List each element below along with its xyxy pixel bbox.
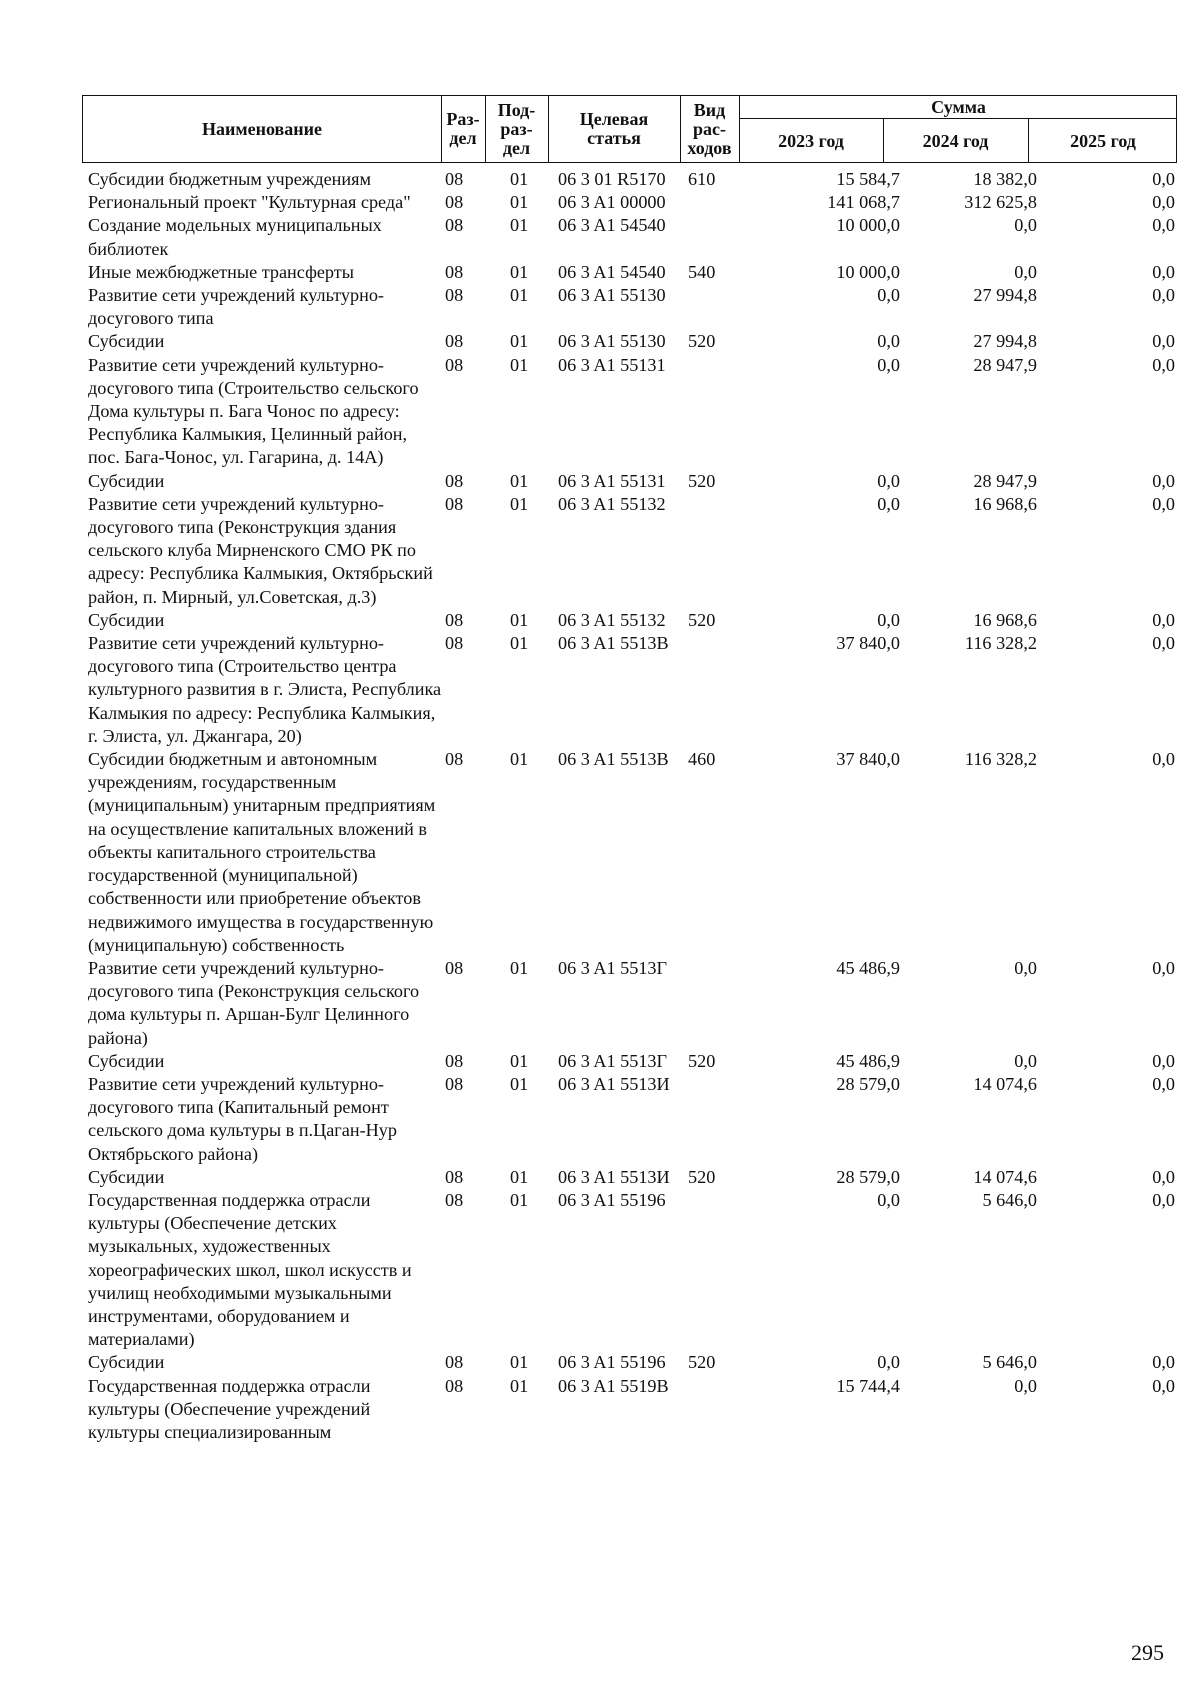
row-sum-2023: 0,0 <box>877 285 900 306</box>
row-sum-2024: 116 328,2 <box>964 633 1037 654</box>
row-celevaya: 06 3 A1 55196 <box>558 1189 666 1210</box>
row-sum-2025: 0,0 <box>1152 331 1175 352</box>
row-sum-2024: 18 382,0 <box>973 169 1037 189</box>
row-celevaya: 06 3 A1 5513Г <box>558 1050 668 1071</box>
row-razdel: 08 <box>445 470 464 491</box>
row-sum-2023: 0,0 <box>877 609 900 630</box>
row-sum-2023: 0,0 <box>877 1352 900 1373</box>
row-name: Государственная поддержка отрасли культуры (Обеспечение детских музыкальных, художественных хореографических школ, школ искусств и училищ необходимыми музыкальными инструментами, оборудованием и материалами) <box>88 1189 412 1350</box>
row-sum-2025: 0,0 <box>1152 749 1175 770</box>
row-razdel: 08 <box>445 354 464 375</box>
row-razdel: 08 <box>445 749 464 770</box>
row-vid: 610 <box>688 169 716 189</box>
row-sum-2023: 45 486,9 <box>836 957 900 978</box>
table-body <box>88 168 1178 1444</box>
row-sum-2024: 14 074,6 <box>973 1166 1037 1187</box>
row-sum-2023: 10 000,0 <box>836 215 900 236</box>
row-razdel: 08 <box>445 285 464 306</box>
row-sum-2024: 0,0 <box>1014 1050 1037 1071</box>
row-celevaya: 06 3 A1 5519B <box>558 1375 669 1396</box>
row-name: Субсидии бюджетным и автономным учреждениям, государственным (муниципальным) унитарным предприятиям на осуществление капитальных вложений в объекты капитального строительства государственной (муниципальной) собственности или приобретение объектов недвижимого имущества в государственную (муниципальную) собственность <box>88 749 436 955</box>
row-razdel: 08 <box>445 1073 464 1094</box>
row-sum-2025: 0,0 <box>1152 1050 1175 1071</box>
row-podrazdel: 01 <box>510 609 529 630</box>
row-sum-2023: 45 486,9 <box>836 1050 900 1071</box>
row-podrazdel: 01 <box>510 169 529 189</box>
row-podrazdel: 01 <box>510 1166 529 1187</box>
row-celevaya: 06 3 A1 55130 <box>558 285 666 306</box>
row-name: Развитие сети учреждений культурно-досугового типа (Реконструкция сельского дома культуры п. Аршан-Булг Целинного района) <box>88 957 420 1048</box>
row-razdel: 08 <box>445 1050 464 1071</box>
row-razdel: 08 <box>445 1189 464 1210</box>
row-celevaya: 06 3 A1 55132 <box>558 493 666 514</box>
row-podrazdel: 01 <box>510 957 529 978</box>
row-sum-2023: 0,0 <box>877 354 900 375</box>
table-row <box>88 632 1178 748</box>
row-razdel: 08 <box>445 493 464 514</box>
row-razdel: 08 <box>445 633 464 654</box>
row-podrazdel: 01 <box>510 1073 529 1094</box>
row-name: Государственная поддержка отрасли культуры (Обеспечение учреждений культуры специализированным <box>88 1375 371 1442</box>
row-celevaya: 06 3 A1 55196 <box>558 1352 666 1373</box>
table-row <box>88 330 1178 353</box>
row-sum-2024: 0,0 <box>1014 957 1037 978</box>
row-vid: 520 <box>688 470 716 491</box>
row-name: Создание модельных муниципальных библиотек <box>88 215 382 259</box>
row-name: Субсидии <box>88 609 165 630</box>
row-name: Развитие сети учреждений культурно-досугового типа <box>88 285 384 329</box>
row-sum-2025: 0,0 <box>1152 493 1175 514</box>
row-sum-2024: 14 074,6 <box>973 1073 1037 1094</box>
row-podrazdel: 01 <box>510 1352 529 1373</box>
row-vid: 520 <box>688 609 716 630</box>
row-podrazdel: 01 <box>510 749 529 770</box>
row-razdel: 08 <box>445 1166 464 1187</box>
row-vid: 520 <box>688 1050 716 1071</box>
row-sum-2024: 28 947,9 <box>973 354 1037 375</box>
row-sum-2025: 0,0 <box>1152 354 1175 375</box>
row-sum-2024: 0,0 <box>1014 261 1037 282</box>
row-sum-2025: 0,0 <box>1152 261 1175 282</box>
row-sum-2023: 28 579,0 <box>836 1073 900 1094</box>
row-sum-2025: 0,0 <box>1152 609 1175 630</box>
row-vid: 540 <box>688 261 716 282</box>
row-celevaya: 06 3 A1 5513B <box>558 633 669 654</box>
row-sum-2024: 0,0 <box>1014 1375 1037 1396</box>
row-podrazdel: 01 <box>510 192 529 213</box>
table-row <box>88 284 1178 330</box>
row-podrazdel: 01 <box>510 1375 529 1396</box>
row-sum-2024: 27 994,8 <box>973 331 1037 352</box>
row-celevaya: 06 3 A1 55130 <box>558 331 666 352</box>
row-sum-2023: 10 000,0 <box>836 261 900 282</box>
row-vid: 520 <box>688 1352 716 1373</box>
row-sum-2023: 37 840,0 <box>836 749 900 770</box>
row-celevaya: 06 3 A1 00000 <box>558 192 666 213</box>
row-sum-2025: 0,0 <box>1152 215 1175 236</box>
row-name: Развитие сети учреждений культурно-досугового типа (Капитальный ремонт сельского дома культуры в п.Цаган-Нур Октябрьского района) <box>88 1073 397 1164</box>
table-row <box>88 214 1178 260</box>
table-row <box>88 1050 1178 1073</box>
table-row <box>88 1166 1178 1189</box>
row-sum-2023: 37 840,0 <box>836 633 900 654</box>
row-podrazdel: 01 <box>510 354 529 375</box>
row-sum-2024: 27 994,8 <box>973 285 1037 306</box>
row-name: Развитие сети учреждений культурно-досугового типа (Реконструкция здания сельского клуба Мирненского СМО РК по адресу: Республика Калмыкия, Октябрьский район, п. Мирный, ул.Советская, д.3) <box>88 493 433 607</box>
table-row <box>88 1189 1178 1351</box>
row-name: Субсидии <box>88 1352 165 1373</box>
table-row <box>88 1375 1178 1445</box>
row-podrazdel: 01 <box>510 215 529 236</box>
row-sum-2025: 0,0 <box>1152 633 1175 654</box>
table-row <box>88 957 1178 1050</box>
table-row <box>88 609 1178 632</box>
row-sum-2025: 0,0 <box>1152 169 1175 189</box>
table-row <box>88 168 1178 191</box>
row-sum-2025: 0,0 <box>1152 1189 1175 1210</box>
row-razdel: 08 <box>445 192 464 213</box>
row-sum-2024: 5 646,0 <box>982 1352 1037 1373</box>
row-celevaya: 06 3 A1 55131 <box>558 354 666 375</box>
row-sum-2023: 141 068,7 <box>827 192 900 213</box>
row-podrazdel: 01 <box>510 1050 529 1071</box>
row-name: Субсидии бюджетным учреждениям <box>88 169 372 189</box>
row-celevaya: 06 3 A1 5513И <box>558 1166 670 1187</box>
row-razdel: 08 <box>445 169 464 189</box>
row-sum-2025: 0,0 <box>1152 192 1175 213</box>
table-row <box>88 1351 1178 1374</box>
table-row <box>88 261 1178 284</box>
row-sum-2025: 0,0 <box>1152 285 1175 306</box>
header-year-2025: 2025 год <box>1070 130 1136 151</box>
row-sum-2025: 0,0 <box>1152 957 1175 978</box>
row-sum-2025: 0,0 <box>1152 1166 1175 1187</box>
header-razdel: Раз- дел <box>446 109 480 148</box>
row-podrazdel: 01 <box>510 331 529 352</box>
row-sum-2024: 28 947,9 <box>973 470 1037 491</box>
row-name: Субсидии <box>88 470 165 491</box>
header-name: Наименование <box>202 118 322 139</box>
table-header <box>82 95 1177 163</box>
row-podrazdel: 01 <box>510 493 529 514</box>
table-row <box>88 493 1178 609</box>
row-sum-2024: 0,0 <box>1014 215 1037 236</box>
row-sum-2025: 0,0 <box>1152 1073 1175 1094</box>
page-number: 295 <box>1131 1640 1164 1665</box>
row-celevaya: 06 3 01 R5170 <box>558 169 666 189</box>
row-sum-2023: 0,0 <box>877 470 900 491</box>
row-name: Субсидии <box>88 1166 165 1187</box>
table-row <box>88 470 1178 493</box>
row-sum-2023: 28 579,0 <box>836 1166 900 1187</box>
row-name: Субсидии <box>88 331 165 352</box>
row-razdel: 08 <box>445 609 464 630</box>
table-row <box>88 354 1178 470</box>
row-sum-2024: 312 625,8 <box>964 192 1037 213</box>
row-celevaya: 06 3 A1 55132 <box>558 609 666 630</box>
row-razdel: 08 <box>445 957 464 978</box>
row-sum-2024: 16 968,6 <box>973 609 1037 630</box>
row-sum-2023: 15 744,4 <box>836 1375 900 1396</box>
row-sum-2025: 0,0 <box>1152 470 1175 491</box>
row-razdel: 08 <box>445 1375 464 1396</box>
row-razdel: 08 <box>445 1352 464 1373</box>
header-celevaya: Целевая статья <box>579 109 649 148</box>
header-summa: Сумма <box>931 96 986 117</box>
row-celevaya: 06 3 A1 5513B <box>558 749 669 770</box>
row-razdel: 08 <box>445 261 464 282</box>
row-sum-2025: 0,0 <box>1152 1352 1175 1373</box>
row-vid: 460 <box>688 749 716 770</box>
row-celevaya: 06 3 A1 54540 <box>558 261 666 282</box>
row-name: Субсидии <box>88 1050 165 1071</box>
row-podrazdel: 01 <box>510 470 529 491</box>
row-sum-2023: 15 584,7 <box>836 169 900 189</box>
row-sum-2023: 0,0 <box>877 493 900 514</box>
row-sum-2023: 0,0 <box>877 1189 900 1210</box>
row-podrazdel: 01 <box>510 261 529 282</box>
table-row <box>88 748 1178 957</box>
row-celevaya: 06 3 A1 55131 <box>558 470 666 491</box>
row-razdel: 08 <box>445 331 464 352</box>
row-celevaya: 06 3 A1 5513Г <box>558 957 668 978</box>
row-celevaya: 06 3 A1 5513И <box>558 1073 670 1094</box>
row-razdel: 08 <box>445 215 464 236</box>
header-year-2024: 2024 год <box>922 130 989 151</box>
row-sum-2024: 16 968,6 <box>973 493 1037 514</box>
row-vid: 520 <box>688 331 716 352</box>
row-podrazdel: 01 <box>510 633 529 654</box>
row-celevaya: 06 3 A1 54540 <box>558 215 666 236</box>
table-row <box>88 1073 1178 1166</box>
row-sum-2024: 5 646,0 <box>982 1189 1037 1210</box>
header-year-2023: 2023 год <box>778 130 844 151</box>
row-vid: 520 <box>688 1166 716 1187</box>
header-podrazdel: Под- раз- дел <box>497 99 536 158</box>
row-name: Развитие сети учреждений культурно-досугового типа (Строительство сельского Дома культуры п. Бага Чонос по адресу: Республика Калмыкия, Целинный район, пос. Бага-Чонос, ул. Гагарина, д. 14А) <box>88 354 419 468</box>
table-row <box>88 191 1178 214</box>
row-podrazdel: 01 <box>510 1189 529 1210</box>
row-sum-2024: 116 328,2 <box>964 749 1037 770</box>
row-podrazdel: 01 <box>510 285 529 306</box>
row-sum-2023: 0,0 <box>877 331 900 352</box>
row-name: Иные межбюджетные трансферты <box>88 261 354 282</box>
row-name: Региональный проект "Культурная среда" <box>88 192 411 213</box>
header-vid: Вид рас- ходов <box>687 99 732 158</box>
row-name: Развитие сети учреждений культурно-досугового типа (Строительство центра культурного развития в г. Элиста, Республика Калмыкия по адресу: Республика Калмыкия, г. Элиста, ул. Джангара, 20) <box>88 633 442 746</box>
row-sum-2025: 0,0 <box>1152 1375 1175 1396</box>
